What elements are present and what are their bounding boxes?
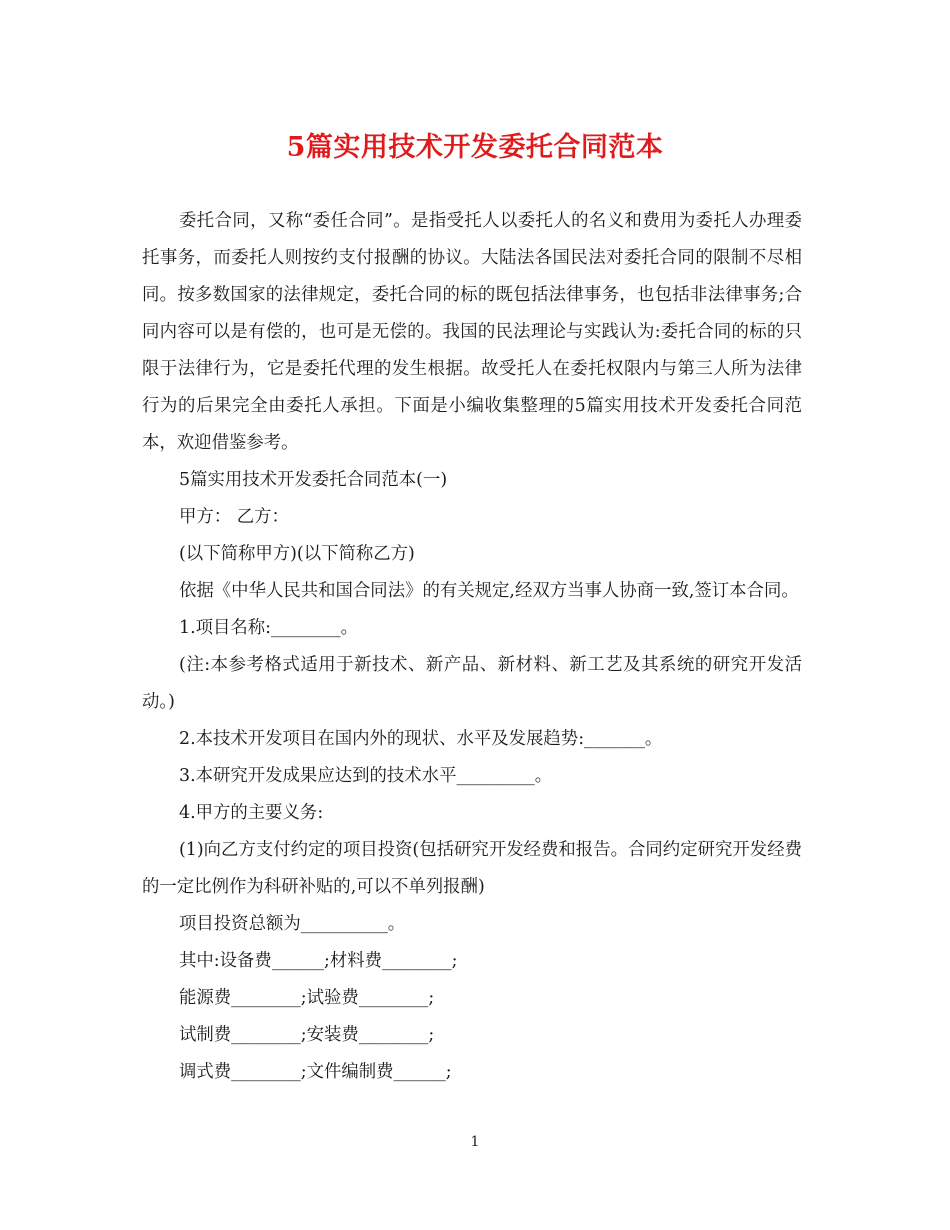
clause-total-investment: 项目投资总额为__________。 xyxy=(179,914,406,934)
parties-abbreviation: (以下简称甲方)(以下简称乙方) xyxy=(179,544,415,564)
clause-status: 2.本技术开发项目在国内外的现状、水平及发展趋势:_______。 xyxy=(179,729,663,749)
intro-paragraph: 委托合同，又称“委任合同”。是指受托人以委托人的名义和费用为委托人办理委托事务，而委托人则按约支付报酬的协议。大陆法各国民法对委托合同的限制不尽相同。按多数国家的法律规定，委托合同的标的既包括法律事务，也包括非法律事务;合同内容可以是有偿的，也可是无偿的。我国的民法理论与实践认为:委托合同的标的只限于法律行为，它是委托代理的发生根据。故受托人在委托权限内与第三人所为法律行为的后果完全由委托人承担。下面是小编收集整理的5篇实用技术开发委托合同范本，欢迎借鉴参考。 xyxy=(142,211,802,453)
fee-line-3: 试制费________;安装费________; xyxy=(179,1025,435,1045)
fee-line-4: 调式费________;文件编制费______; xyxy=(179,1062,452,1082)
legal-basis-paragraph: 依据《中华人民共和国合同法》的有关规定,经双方当事人协商一致,签订本合同。 xyxy=(179,581,799,601)
clause-party-a-duties: 4.甲方的主要义务: xyxy=(179,803,324,823)
document-body xyxy=(142,203,802,1091)
parties-line: 甲方： 乙方： xyxy=(179,507,289,527)
fee-line-2: 能源费________;试验费________; xyxy=(179,988,435,1008)
fee-line-1: 其中:设备费______;材料费________; xyxy=(179,951,458,971)
page-number: 1 xyxy=(470,1134,480,1150)
section-heading: 5篇实用技术开发委托合同范本(一) xyxy=(179,470,448,490)
document-title: 5篇实用技术开发委托合同范本 xyxy=(286,132,664,163)
clause-note: (注:本参考格式适用于新技术、新产品、新材料、新工艺及其系统的研究开发活动。) xyxy=(142,655,802,712)
clause-tech-level: 3.本研究开发成果应达到的技术水平_________。 xyxy=(179,766,553,786)
clause-payment: (1)向乙方支付约定的项目投资(包括研究开发经费和报告。合同约定研究开发经费的一定比例作为科研补贴的,可以不单列报酬) xyxy=(142,840,802,897)
clause-project-name: 1.项目名称:________。 xyxy=(179,618,358,638)
